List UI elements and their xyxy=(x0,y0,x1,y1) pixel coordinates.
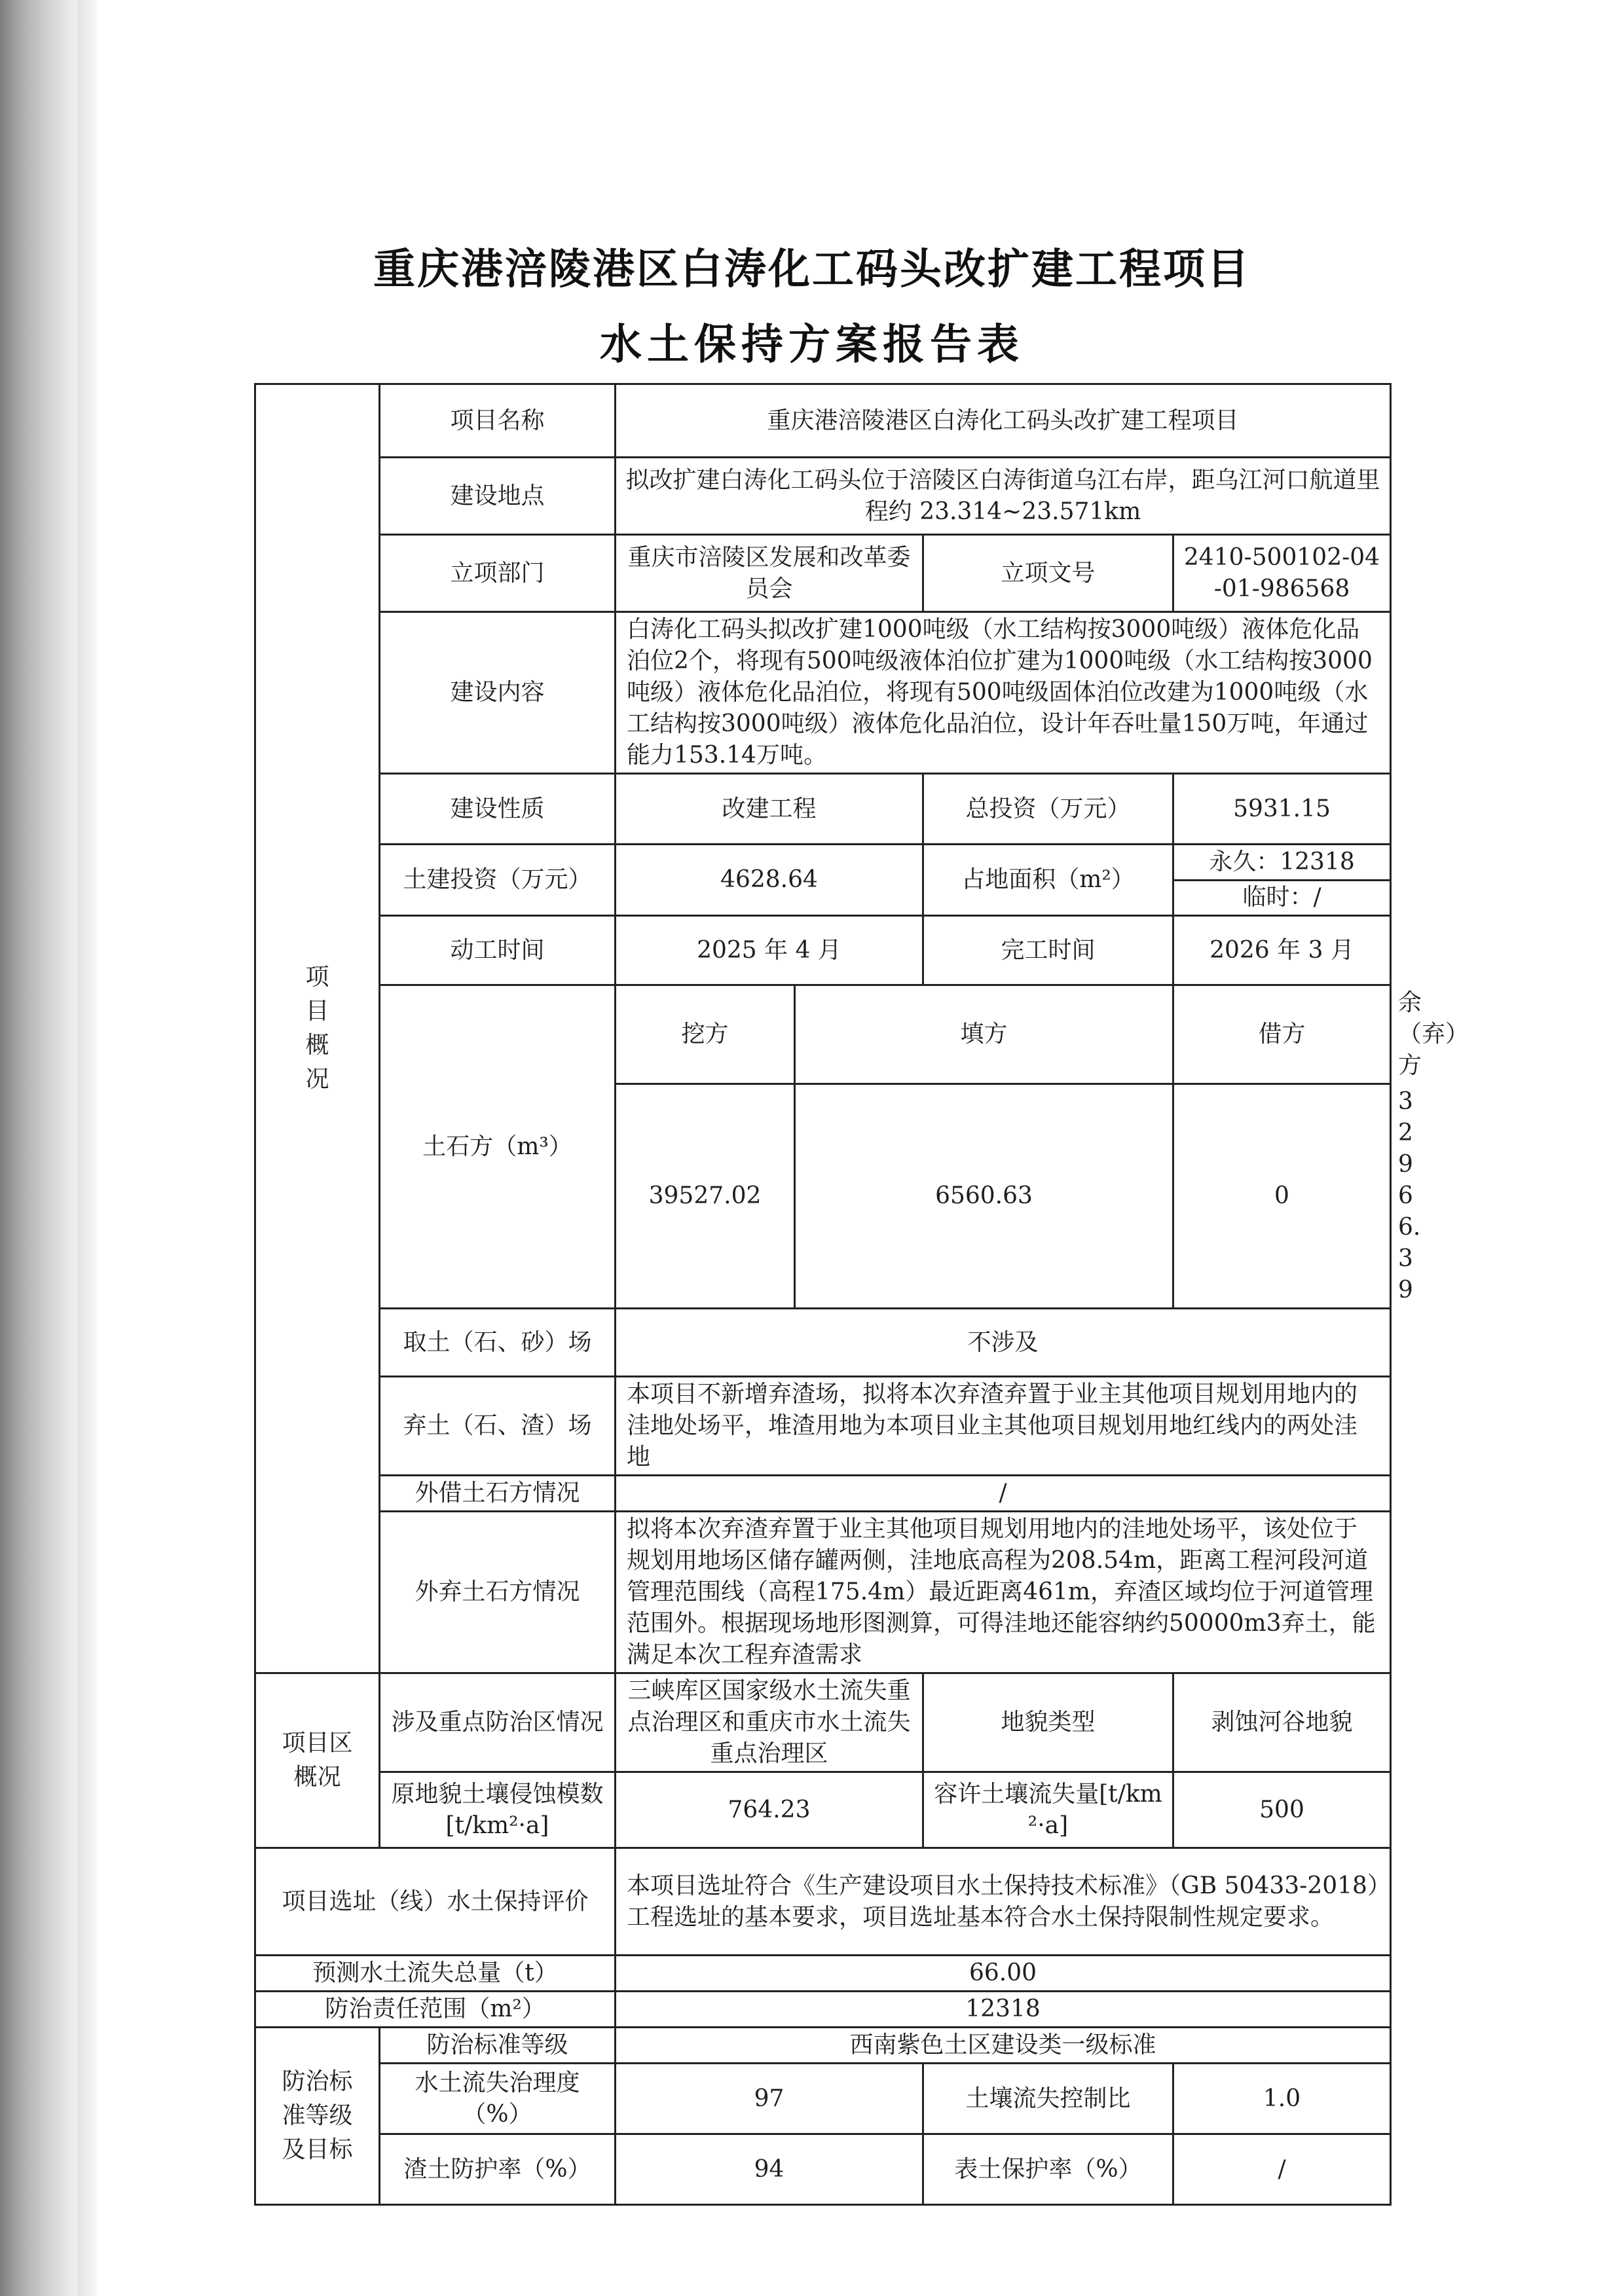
earthwork-value-borrow: 0 xyxy=(1173,1084,1391,1309)
project-name-value: 重庆港涪陵港区白涛化工码头改扩建工程项目 xyxy=(616,384,1391,458)
row-schedule xyxy=(255,916,1391,985)
responsibility-area-value: 12318 xyxy=(616,1992,1391,2028)
loss-control-ratio-label: 土壤流失控制比 xyxy=(923,2064,1173,2134)
civil-investment-label: 土建投资（万元） xyxy=(380,845,616,916)
key-zone-value: 三峡库区国家级水土流失重点治理区和重庆市水土流失重点治理区 xyxy=(616,1673,923,1772)
start-time-label: 动工时间 xyxy=(380,916,616,985)
earthwork-value-fill: 6560.63 xyxy=(795,1084,1173,1309)
end-time-value: 2026 年 3 月 xyxy=(1173,916,1391,985)
landform-value: 剥蚀河谷地貌 xyxy=(1173,1673,1391,1772)
row-nature xyxy=(255,774,1391,845)
allowable-loss-value: 500 xyxy=(1173,1772,1391,1848)
nature-label: 建设性质 xyxy=(380,774,616,845)
standard-level-value: 西南紫色土区建设类一级标准 xyxy=(616,2028,1391,2064)
loss-control-ratio-value: 1.0 xyxy=(1173,2064,1391,2134)
earthwork-header-fill: 填方 xyxy=(795,985,1173,1084)
row-predicted-loss xyxy=(255,1956,1391,1992)
row-borrow-site xyxy=(255,1309,1391,1377)
row-approval xyxy=(255,535,1391,612)
predicted-loss-value: 66.00 xyxy=(616,1956,1391,1992)
project-name-label: 项目名称 xyxy=(380,384,616,458)
content-label: 建设内容 xyxy=(380,612,616,774)
external-borrow-value: / xyxy=(616,1476,1391,1512)
row-earthwork-values: 39527.02 6560.63 0 32966.39 xyxy=(255,1084,1391,1309)
predicted-loss-label: 预测水土流失总量（t） xyxy=(255,1956,616,1992)
row-civil-investment xyxy=(255,845,1391,916)
row-erosion xyxy=(255,1772,1391,1848)
external-spoil-value: 拟将本次弃渣弃置于业主其他项目规划用地内的洼地处场平，该处位于规划用地场区储存罐两侧，洼地底高程为208.54m，距离工程河段河道管理范围线（高程175.4m）最近距离461m，弃渣区域均位于河道管理范围外。根据现场地形图测算，可得洼地还能容纳约50000m3弃土，能满足本次工程弃渣需求 xyxy=(616,1512,1391,1673)
row-external-spoil xyxy=(255,1512,1391,1673)
topsoil-protection-value: / xyxy=(1173,2134,1391,2205)
approval-dept-label: 立项部门 xyxy=(380,535,616,612)
report-form-table xyxy=(254,383,1469,2206)
start-time-value: 2025 年 4 月 xyxy=(616,916,923,985)
row-content xyxy=(255,612,1391,774)
site-evaluation-label: 项目选址（线）水土保持评价 xyxy=(255,1848,616,1956)
allowable-loss-label: 容许土壤流失量[t/km²·a] xyxy=(923,1772,1173,1848)
row-earthwork-headers: 土石方（m³） 挖方 填方 借方 余（弃）方 xyxy=(255,985,1391,1084)
row-site-evaluation xyxy=(255,1848,1391,1956)
land-area-temporary: 临时：/ xyxy=(1174,879,1390,915)
section-standard-targets: 防治标 准等级 及目标 xyxy=(255,2028,380,2205)
approval-doc-value: 2410-500102-04-01-986568 xyxy=(1173,535,1391,612)
earthwork-label: 土石方（m³） xyxy=(380,985,616,1309)
slag-protection-value: 94 xyxy=(616,2134,923,2205)
row-standard-level xyxy=(255,2028,1391,2064)
approval-dept-value: 重庆市涪陵区发展和改革委员会 xyxy=(616,535,923,612)
erosion-modulus-label: 原地貌土壤侵蚀模数[t/km²·a] xyxy=(380,1772,616,1848)
section-project-overview: 项 目 概 况 xyxy=(255,384,380,1673)
row-spoil-site xyxy=(255,1377,1391,1476)
land-area-values xyxy=(1173,845,1391,916)
slag-protection-label: 渣土防护率（%） xyxy=(380,2134,616,2205)
site-evaluation-value: 本项目选址符合《生产建设项目水土保持技术标准》（GB 50433-2018）工程选址的基本要求，项目选址基本符合水土保持限制性规定要求。 xyxy=(616,1848,1391,1956)
content-value: 白涛化工码头拟改扩建1000吨级（水工结构按3000吨级）液体危化品泊位2个，将现有500吨级液体泊位扩建为1000吨级（水工结构按3000吨级）液体危化品泊位，将现有500吨级固体泊位改建为1000吨级（水工结构按3000吨级）液体危化品泊位，设计年吞吐量150万吨，年通过能力153.14万吨。 xyxy=(616,612,1391,774)
land-area-label: 占地面积（m²） xyxy=(923,845,1173,916)
earthwork-header-excavation: 挖方 xyxy=(616,985,795,1084)
responsibility-area-label: 防治责任范围（m²） xyxy=(255,1992,616,2028)
erosion-modulus-value: 764.23 xyxy=(616,1772,923,1848)
nature-value: 改建工程 xyxy=(616,774,923,845)
civil-investment-value: 4628.64 xyxy=(616,845,923,916)
total-investment-label: 总投资（万元） xyxy=(923,774,1173,845)
document-subtitle: 水土保持方案报告表 xyxy=(600,321,1024,369)
external-borrow-label: 外借土石方情况 xyxy=(380,1476,616,1512)
end-time-label: 完工时间 xyxy=(923,916,1173,985)
row-project-name xyxy=(255,384,1391,458)
row-control-rate xyxy=(255,2064,1391,2134)
key-zone-label: 涉及重点防治区情况 xyxy=(380,1673,616,1772)
section-area-overview: 项目区 概况 xyxy=(255,1673,380,1848)
earthwork-header-borrow: 借方 xyxy=(1173,985,1391,1084)
land-area-permanent: 永久：12318 xyxy=(1209,848,1355,875)
approval-doc-label: 立项文号 xyxy=(923,535,1173,612)
row-location xyxy=(255,458,1391,535)
topsoil-protection-label: 表土保护率（%） xyxy=(923,2134,1173,2205)
total-investment-value: 5931.15 xyxy=(1173,774,1391,845)
row-key-zone xyxy=(255,1673,1391,1772)
location-value: 拟改扩建白涛化工码头位于涪陵区白涛街道乌江右岸，距乌江河口航道里程约 23.314~23.571km xyxy=(616,458,1391,535)
borrow-site-value: 不涉及 xyxy=(616,1309,1391,1377)
location-label: 建设地点 xyxy=(380,458,616,535)
row-slag-protection xyxy=(255,2134,1391,2205)
borrow-site-label: 取土（石、砂）场 xyxy=(380,1309,616,1377)
document-title: 重庆港涪陵港区白涛化工码头改扩建工程项目 xyxy=(373,246,1251,294)
control-rate-value: 97 xyxy=(616,2064,923,2134)
spoil-site-label: 弃土（石、渣）场 xyxy=(380,1377,616,1476)
landform-label: 地貌类型 xyxy=(923,1673,1173,1772)
row-external-borrow xyxy=(255,1476,1391,1512)
spoil-site-value: 本项目不新增弃渣场，拟将本次弃渣弃置于业主其他项目规划用地内的洼地处场平，堆渣用地为本项目业主其他项目规划用地红线内的两处洼地 xyxy=(616,1377,1391,1476)
standard-level-label: 防治标准等级 xyxy=(380,2028,616,2064)
row-responsibility-area xyxy=(255,1992,1391,2028)
earthwork-value-excavation: 39527.02 xyxy=(616,1084,795,1309)
external-spoil-label: 外弃土石方情况 xyxy=(380,1512,616,1673)
control-rate-label: 水土流失治理度（%） xyxy=(380,2064,616,2134)
